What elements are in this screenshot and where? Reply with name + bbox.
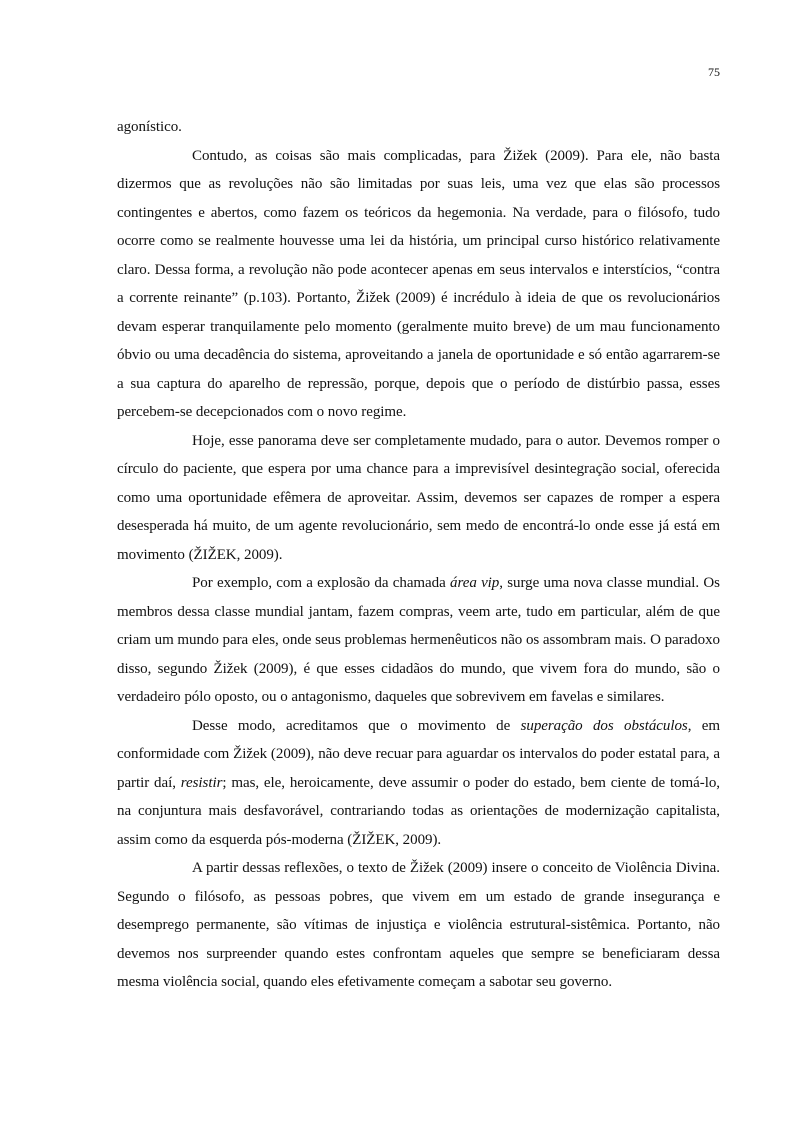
text-segment: , em conformidade com Žižek (2009), não deve recuar para aguardar os intervalos do poder estatal para, a partir daí, [117, 717, 720, 791]
paragraph-superacao [117, 712, 720, 855]
text-segment: , surge uma nova classe mundial. Os membros dessa classe mundial jantam, fazem compras, veem arte, tudo em particular, além de que criam um mundo para eles, onde seus problemas hermenêuticos não os assombram mais. O paradoxo disso, segundo Žižek (2009), é que esses cidadãos do mundo, que vivem fora do mundo, são o verdadeiro pólo oposto, ou o antagonismo, daqueles que sobrevivem em favelas e similares. [117, 575, 720, 705]
paragraph-violencia-divina: A partir dessas reflexões, o texto de Žižek (2009) insere o conceito de Violência Divina. Segundo o filósofo, as pessoas pobres, que vivem em um estado de grande insegurança e desemprego permanente, são vítimas de injustiça e violência estrutural-sistêmica. Portanto, não devemos nos surpreender quando estes confrontam aqueles que sempre se beneficiaram dessa mesma violência social, quando eles efetivamente começam a sabotar seu governo. [117, 860, 720, 990]
paragraph-zizek-complications: Contudo, as coisas são mais complicadas, para Žižek (2009). Para ele, não basta dizermos que as revoluções não são limitadas por suas leis, uma vez que elas são processos contingentes e abertos, como fazem os teóricos da hegemonia. Na verdade, para o filósofo, tudo ocorre como se realmente houvesse uma lei da história, um principal curso histórico relativamente claro. Dessa forma, a revolução não pode acontecer apenas em seus intervalos e interstícios, “contra a corrente reinante” (p.103). Portanto, Žižek (2009) é incrédulo à ideia de que os revolucionários devam esperar tranquilamente pelo momento (geralmente muito breve) de um mau funcionamento óbvio ou uma decadência do sistema, aproveitando a janela de oportunidade e só então agarrarem-se a sua captura do aparelho de repressão, porque, depois que o período de distúrbio passa, esses percebem-se decepcionados com o novo regime. [117, 147, 720, 420]
paragraph-panorama: Hoje, esse panorama deve ser completamente mudado, para o autor. Devemos romper o círculo do paciente, que espera por uma chance para a imprevisível desintegração social, oferecida como uma oportunidade efêmera de aproveitar. Assim, devemos ser capazes de romper a espera desesperada há muito, de um agente revolucionário, sem medo de encontrá-lo onde esse já está em movimento (ŽIŽEK, 2009). [117, 432, 720, 563]
body-text [117, 113, 720, 997]
paragraph-continuation: agonístico. [117, 119, 182, 135]
italic-term-superacao: superação dos obstáculos [520, 717, 688, 734]
text-segment: Por exemplo, com a explosão da chamada [192, 575, 451, 591]
text-segment: Desse modo, acreditamos que o movimento de [192, 717, 521, 734]
page-number: 75 [708, 65, 720, 79]
paragraph-area-vip [117, 569, 720, 712]
text-segment: ; mas, ele, heroicamente, deve assumir o poder do estado, bem ciente de tomá-lo, na conjuntura mais desfavorável, contrariando todas as orientações de modernização capitalista, assim como da esquerda pós-moderna (ŽIŽEK, 2009). [117, 774, 720, 848]
italic-term-resistir: resistir [180, 774, 223, 791]
italic-term-area-vip: área vip [450, 575, 500, 591]
